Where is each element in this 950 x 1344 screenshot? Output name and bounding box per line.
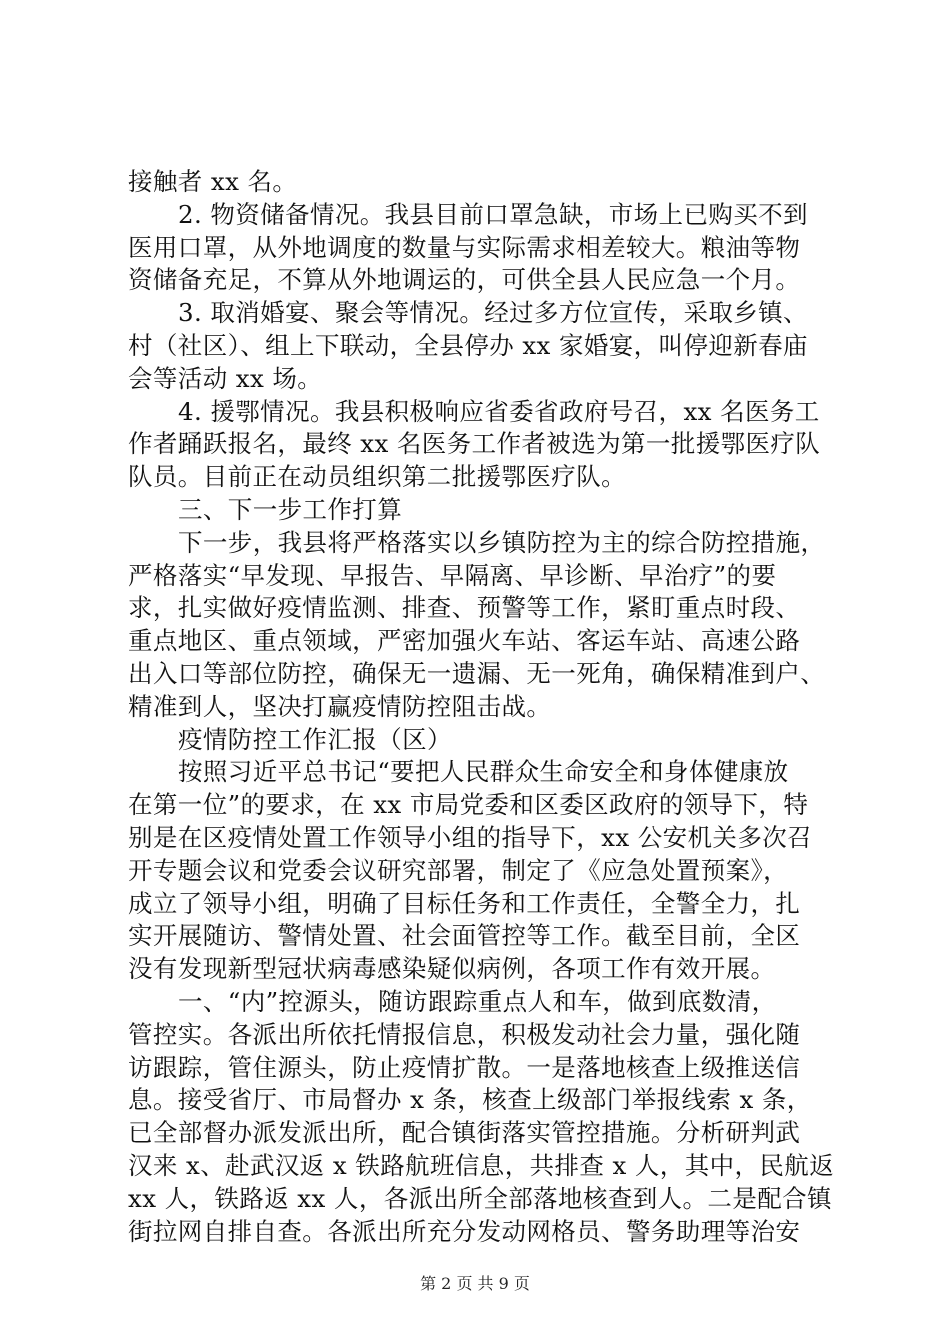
text-line: 三、下一步工作打算 [178,494,403,524]
text-line: 管控实。各派出所依托情报信息，积极发动社会力量，强化随 [128,1019,801,1049]
text-line: 下一步，我县将严格落实以乡镇防控为主的综合防控措施， [178,527,826,557]
text-line: 按照习近平总书记“要把人民群众生命安全和身体健康放 [178,757,789,787]
text-line: 重点地区、重点领域，严密加强火车站、客运车站、高速公路 [128,626,801,656]
text-line: 在第一位”的要求，在 xx 市局党委和区委区政府的领导下，特 [128,790,809,820]
text-line: 已全部督办派发派出所，配合镇街落实管控措施。分析研判武 [128,1118,801,1148]
text-line: 精准到人，坚决打赢疫情防控阻击战。 [128,691,552,721]
text-line: 疫情防控工作汇报（区） [178,724,452,754]
text-line: 作者踊跃报名，最终 xx 名医务工作者被选为第一批援鄂医疗队 [128,429,821,459]
text-line: 实开展随访、警情处置、社会面管控等工作。截至目前，全区 [128,921,801,951]
text-line: 汉来 x、赴武汉返 x 铁路航班信息，共排查 x 人，其中，民航返 [128,1150,835,1180]
text-line: 一、“内”控源头，随访跟踪重点人和车，做到底数清， [178,986,777,1016]
text-line: 村（社区）、组上下联动，全县停办 xx 家婚宴，叫停迎新春庙 [128,330,808,360]
document-body [128,166,835,1248]
text-line: 开专题会议和党委会议研究部署，制定了《应急处置预案》， [128,855,789,885]
text-line: 4. 援鄂情况。我县积极响应省委省政府号召，xx 名医务工 [178,396,820,426]
page-footer: 第 2 页 共 9 页 [420,1274,530,1293]
text-line: 息。接受省厅、市局督办 x 条，核查上级部门举报线索 x 条， [128,1085,812,1115]
text-line: 求，扎实做好疫情监测、排查、预警等工作，紧盯重点时段、 [128,593,801,623]
text-line: 严格落实“早发现、早报告、早隔离、早诊断、早治疗”的要 [128,560,777,590]
text-line: 接触者 xx 名。 [128,167,298,196]
text-line: 资储备充足，不算从外地调运的，可供全县人民应急一个月。 [128,265,801,295]
text-line: 2. 物资储备情况。我县目前口罩急缺，市场上已购买不到 [178,199,808,229]
text-line: 出入口等部位防控，确保无一遗漏、无一死角，确保精准到户、 [128,658,826,688]
text-line: 街拉网自排自查。各派出所充分发动网格员、警务助理等治安 [128,1216,801,1246]
text-line: 医用口罩，从外地调度的数量与实际需求相差较大。粮油等物 [128,232,801,262]
text-line: xx 人，铁路返 xx 人，各派出所全部落地核查到人。二是配合镇 [128,1183,832,1213]
text-line: 访跟踪，管住源头，防止疫情扩散。一是落地核查上级推送信 [128,1052,801,1082]
text-line: 别是在区疫情处置工作领导小组的指导下，xx 公安机关多次召 [128,822,813,852]
text-line: 3. 取消婚宴、聚会等情况。经过多方位宣传，采取乡镇、 [178,298,808,328]
text-line: 会等活动 xx 场。 [128,363,323,393]
text-line: 队员。目前正在动员组织第二批援鄂医疗队。 [128,462,626,492]
text-line: 成立了领导小组，明确了目标任务和工作责任，全警全力，扎 [128,888,801,918]
text-line: 没有发现新型冠状病毒感染疑似病例，各项工作有效开展。 [128,954,776,984]
